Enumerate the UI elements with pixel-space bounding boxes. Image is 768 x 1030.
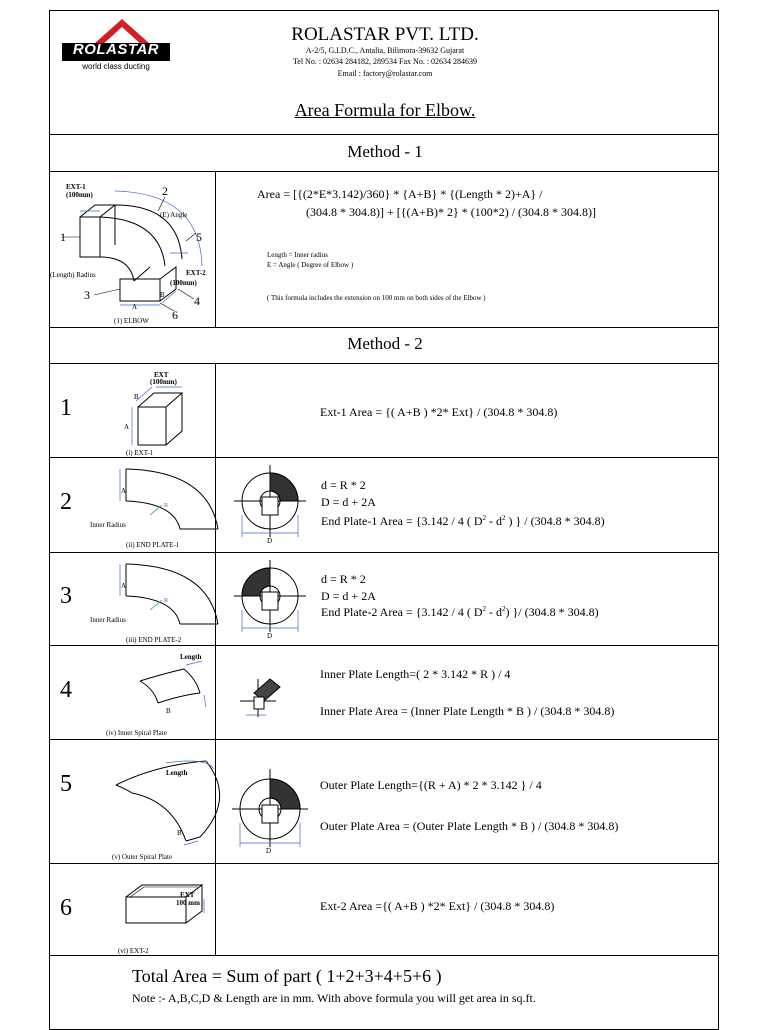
label-n4: 4 — [194, 294, 200, 308]
ext2-caption: (vi) EXT-2 — [118, 947, 149, 955]
inner-plate-section-icon — [236, 671, 286, 721]
company-address: A-2/5, G.I.D.C., Antalia, Bilimora-39632 Gujarat — [305, 46, 465, 55]
divider — [215, 171, 216, 327]
label-angle: (E) Angle — [160, 211, 188, 219]
formula-part: End Plate-2 Area = {3.142 / 4 ( D — [321, 605, 483, 619]
inner-plate-area: Inner Plate Area = (Inner Plate Length * B ) / (304.8 * 304.8) — [320, 704, 615, 718]
end-plate-1-diagram — [90, 457, 214, 551]
elbow-diagram — [50, 171, 215, 327]
label-b: B — [160, 291, 165, 299]
label-r: R — [164, 598, 169, 604]
label-d: D — [267, 632, 273, 640]
end-plate-1-caption: (ii) END PLATE-1 — [126, 541, 180, 549]
elbow-caption: (1) ELBOW — [114, 317, 149, 325]
ext1-diagram — [110, 363, 210, 457]
ext1-formula: Ext-1 Area = {( A+B ) *2* Ext} / (304.8 * 304.8) — [320, 405, 558, 419]
label-inner-radius: Inner Radius — [90, 616, 126, 624]
label-length: Length — [166, 769, 188, 777]
divider — [50, 134, 718, 135]
label-ext: EXT — [154, 371, 169, 379]
logo-tagline: world class ducting — [82, 62, 150, 71]
label-size: (100mm) — [150, 378, 177, 386]
exponent: 2 — [482, 514, 486, 522]
total-note: Note :- A,B,C,D & Length are in mm. With above formula you will get area in sq.ft. — [132, 991, 536, 1005]
ext2-formula: Ext-2 Area ={( A+B ) *2* Ext} / (304.8 * 304.8) — [320, 899, 555, 913]
divider — [50, 327, 718, 328]
label-a: A — [121, 582, 127, 590]
outer-plate-area: Outer Plate Area = (Outer Plate Length * B ) / (304.8 * 304.8) — [320, 819, 619, 833]
page-title: Area Formula for Elbow. — [294, 100, 476, 120]
row-number: 4 — [60, 677, 72, 703]
label-b: B — [166, 707, 171, 715]
company-email: Email : factory@rolastar.com — [337, 69, 433, 78]
label-n6: 6 — [172, 308, 178, 322]
label-d: D — [266, 847, 272, 855]
label-n1: 1 — [60, 230, 66, 244]
inner-plate-length: Inner Plate Length=( 2 * 3.142 * R ) / 4 — [320, 667, 511, 681]
ext1-caption: (i) EXT-1 — [126, 449, 154, 457]
document-sheet — [49, 10, 719, 1030]
formula-part: End Plate-1 Area = {3.142 / 4 ( D — [321, 514, 483, 528]
company-name: ROLASTAR PVT. LTD. — [291, 24, 479, 45]
row-number: 6 — [60, 895, 72, 921]
total-area: Total Area = Sum of part ( 1+2+3+4+5+6 ) — [132, 966, 442, 986]
method1-note-extension: ( This formula includes the extension on 100 mm on both sides of the Elbow ) — [267, 294, 486, 302]
end-plate-1-line3 — [321, 513, 711, 530]
formula-part: - d — [486, 514, 502, 528]
formula-part: ) }/ (304.8 * 304.8) — [505, 605, 599, 619]
label-n5: 5 — [196, 230, 202, 244]
end-plate-1-section-icon — [230, 463, 310, 547]
logo-text: ROLASTAR — [72, 41, 160, 58]
label-d: D — [267, 537, 273, 545]
label-n3: 3 — [84, 288, 90, 302]
inner-spiral-caption: (iv) Inner Spiral Plate — [106, 729, 167, 737]
outer-plate-length: Outer Plate Length={(R + A) * 2 * 3.142 } / 4 — [320, 778, 542, 792]
outer-plate-section-icon — [230, 767, 310, 855]
label-length: Length — [180, 653, 202, 661]
label-n2: 2 — [162, 184, 168, 198]
exponent: 2 — [502, 605, 506, 613]
label-inner-radius: Inner Radius — [90, 521, 126, 529]
row-number: 3 — [60, 583, 72, 609]
end-plate-2-diagram — [90, 552, 214, 646]
outer-spiral-caption: (v) Outer Spiral Plate — [112, 853, 173, 861]
method1-formula-line2: (304.8 * 304.8)] + [{(A+B)* 2} * (100*2) / (304.8 * 304.8)] — [306, 205, 597, 219]
formula-part: ) } / (304.8 * 304.8) — [505, 514, 605, 528]
end-plate-1-line1: d = R * 2 — [321, 478, 366, 492]
end-plate-2-line3 — [321, 604, 711, 621]
label-ext1: EXT-1 — [66, 183, 86, 191]
divider — [215, 363, 216, 955]
row-number: 1 — [60, 395, 72, 421]
row-number: 2 — [60, 489, 72, 515]
method1-note-length: Length = Inner radius — [267, 251, 328, 259]
label-a: A — [121, 487, 127, 495]
exponent: 2 — [502, 514, 506, 522]
label-a: A — [124, 423, 130, 431]
label-ext1-size: (100mm) — [66, 191, 93, 199]
label-ext: EXT — [180, 891, 195, 899]
label-r: R — [164, 503, 169, 509]
label-ext2-size: (100mm) — [170, 279, 197, 287]
end-plate-2-line1: d = R * 2 — [321, 572, 366, 586]
row-number: 5 — [60, 771, 72, 797]
label-b: B — [177, 829, 182, 837]
method2-heading: Method - 2 — [347, 334, 423, 353]
inner-spiral-plate-diagram — [106, 645, 214, 739]
label-size: 100 mm — [176, 899, 200, 907]
end-plate-1-line2: D = d + 2A — [321, 495, 376, 509]
end-plate-2-line2: D = d + 2A — [321, 589, 376, 603]
method1-formula-line1: Area = [{(2*E*3.142)/360} * {A+B} * {(Length * 2)+A} / — [257, 187, 543, 201]
label-ext2: EXT-2 — [186, 269, 206, 277]
exponent: 2 — [482, 605, 486, 613]
end-plate-2-section-icon — [230, 558, 310, 642]
label-a: A — [132, 303, 138, 311]
ext2-diagram — [106, 863, 214, 955]
outer-spiral-plate-diagram — [106, 739, 214, 863]
end-plate-2-caption: (iii) END PLATE-2 — [126, 636, 182, 644]
company-logo — [60, 17, 172, 77]
method1-note-angle: E = Angle ( Degree of Elbow ) — [267, 261, 354, 269]
divider — [50, 955, 718, 956]
company-phone: Tel No. : 02634 284182, 289534 Fax No. : 02634 284639 — [292, 57, 478, 66]
formula-part: - d — [486, 605, 502, 619]
label-b: B — [134, 393, 139, 401]
label-radius: (Length) Radius — [50, 271, 96, 279]
method1-heading: Method - 1 — [347, 142, 423, 161]
